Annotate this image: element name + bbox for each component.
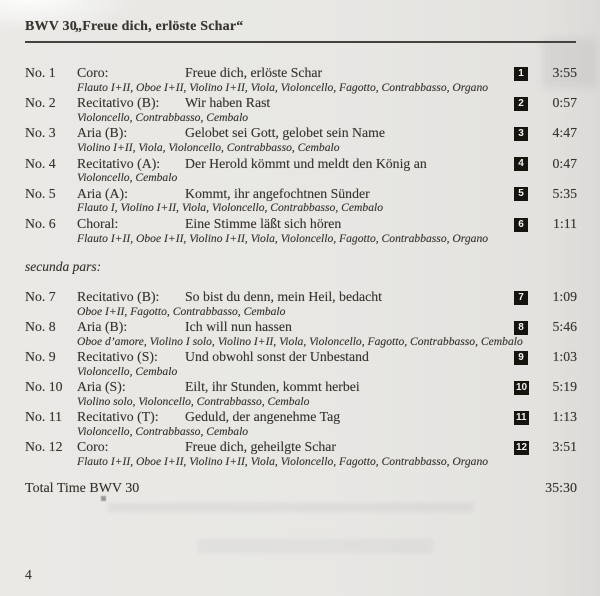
- track-duration: 4:47: [552, 125, 577, 141]
- track-type: Recitativo (T):: [77, 409, 159, 424]
- track-instruments: Oboe I+II, Fagotto, Contrabbasso, Cembalo: [77, 304, 286, 318]
- track-number-badge: 9: [514, 351, 528, 365]
- track-number-badge: 1: [514, 67, 528, 81]
- track-row: [0, 186, 600, 216]
- track-no: No. 9: [25, 349, 56, 364]
- track-instruments: Flauto I+II, Oboe I+II, Violino I+II, Viola, Violoncello, Fagotto, Contrabbasso, Organo: [77, 231, 489, 245]
- track-duration: 1:03: [552, 349, 577, 364]
- bwv-number: BWV 30: [25, 19, 77, 34]
- showthrough-artifact: [198, 539, 433, 553]
- track-type: Aria (B):: [77, 319, 128, 334]
- track-no: No. 1: [25, 65, 56, 80]
- track-duration: 5:19: [552, 379, 577, 394]
- track-title: Freue dich, erlöste Schar: [185, 65, 323, 80]
- track-instruments: Violino solo, Violoncello, Contrabbasso, Cembalo: [77, 394, 310, 408]
- track-no: No. 10: [25, 379, 63, 394]
- track-no: No. 8: [25, 319, 56, 334]
- track-title: Geduld, der angenehme Tag: [185, 409, 341, 424]
- track-number-badge: 5: [514, 187, 528, 201]
- track-instruments: Flauto I+II, Oboe I+II, Violino I+II, Viola, Violoncello, Fagotto, Contrabbasso, Organo: [77, 454, 489, 468]
- track-number-badge: 12: [516, 441, 528, 453]
- track-title: Eine Stimme läßt sich hören: [185, 216, 342, 231]
- track-type: Recitativo (B):: [77, 95, 160, 111]
- track-number-badge: 3: [514, 127, 528, 141]
- track-number-badge: 8: [514, 321, 528, 335]
- track-type: Recitativo (B):: [77, 289, 160, 304]
- track-instruments: Violoncello, Contrabbasso, Cembalo: [77, 110, 249, 124]
- track-type: Aria (B):: [77, 125, 128, 141]
- track-row: [0, 65, 600, 95]
- track-row: [0, 349, 600, 379]
- track-type: Coro:: [77, 65, 109, 80]
- work-title: „Freue dich, erlöste Schar“: [75, 19, 244, 34]
- track-title: Der Herold kömmt und meldt den König an: [185, 155, 427, 171]
- track-row: [0, 216, 600, 246]
- track-number-badge: 2: [514, 97, 528, 111]
- track-title: Ich will nun hassen: [185, 319, 292, 334]
- track-duration: 0:47: [552, 155, 577, 171]
- track-title: So bist du denn, mein Heil, bedacht: [185, 289, 382, 304]
- track-duration: 5:35: [552, 185, 577, 201]
- track-row: [0, 289, 600, 319]
- track-duration: 5:46: [552, 319, 577, 334]
- track-duration: 3:55: [552, 65, 577, 80]
- track-no: No. 6: [25, 216, 56, 231]
- track-instruments: Flauto I+II, Oboe I+II, Violino I+II, Viola, Violoncello, Fagotto, Contrabbasso, Organo: [77, 80, 489, 94]
- track-no: No. 3: [25, 125, 56, 141]
- track-instruments: Violino I+II, Viola, Violoncello, Contrabbasso, Cembalo: [77, 140, 340, 154]
- track-title: Wir haben Rast: [185, 95, 271, 111]
- track-number-badge: 7: [514, 291, 528, 305]
- track-instruments: Violoncello, Cembalo: [77, 364, 178, 378]
- track-instruments: Violoncello, Contrabbasso, Cembalo: [77, 424, 249, 438]
- track-row: [0, 95, 600, 125]
- track-duration: 0:57: [552, 95, 577, 111]
- track-type: Aria (S):: [77, 379, 126, 394]
- track-duration: 1:09: [552, 289, 577, 304]
- track-title: Und obwohl sonst der Unbestand: [185, 349, 369, 364]
- header-rule: [25, 41, 576, 43]
- track-row: [0, 379, 600, 409]
- track-type: Choral:: [77, 216, 119, 231]
- track-no: No. 2: [25, 95, 56, 111]
- track-number-badge: 11: [516, 411, 527, 423]
- track-title: Kommt, ihr angefochtnen Sünder: [185, 185, 370, 201]
- track-instruments: Flauto I, Violino I+II, Viola, Violoncello, Contrabbasso, Cembalo: [77, 201, 384, 215]
- track-type: Aria (A):: [77, 185, 128, 201]
- total-time-value: 35:30: [545, 481, 577, 496]
- page-number: 4: [25, 567, 32, 582]
- track-number-badge: 4: [514, 157, 528, 171]
- track-title: Gelobet sei Gott, gelobet sein Name: [185, 125, 386, 141]
- track-type: Coro:: [77, 439, 109, 454]
- track-row: [0, 319, 600, 349]
- track-duration: 1:13: [552, 409, 577, 424]
- track-no: No. 11: [25, 409, 63, 424]
- secunda-pars-label: secunda pars:: [25, 259, 102, 274]
- track-title: Freue dich, geheilgte Schar: [185, 439, 336, 454]
- track-no: No. 12: [25, 439, 63, 454]
- total-time-label: Total Time BWV 30: [25, 481, 140, 496]
- track-type: Recitativo (S):: [77, 349, 158, 364]
- track-duration: 1:11: [552, 216, 577, 231]
- track-number-badge: 6: [514, 218, 528, 232]
- track-instruments: Violoncello, Cembalo: [77, 171, 178, 185]
- track-row: [0, 156, 600, 186]
- showthrough-artifact: [108, 503, 473, 512]
- track-number-badge: 10: [516, 381, 528, 393]
- track-title: Eilt, ihr Stunden, kommt herbei: [185, 379, 360, 394]
- track-type: Recitativo (A):: [77, 155, 161, 171]
- track-duration: 3:51: [552, 439, 577, 454]
- track-no: No. 5: [25, 185, 56, 201]
- track-row: [0, 125, 600, 155]
- track-no: No. 4: [25, 155, 56, 171]
- track-instruments: Oboe d’amore, Violino I solo, Violino I+II, Viola, Violoncello, Fagotto, Contrabbasso, Cembalo: [77, 334, 523, 348]
- track-no: No. 7: [25, 289, 56, 304]
- track-row: [0, 409, 600, 439]
- track-row: [0, 439, 600, 469]
